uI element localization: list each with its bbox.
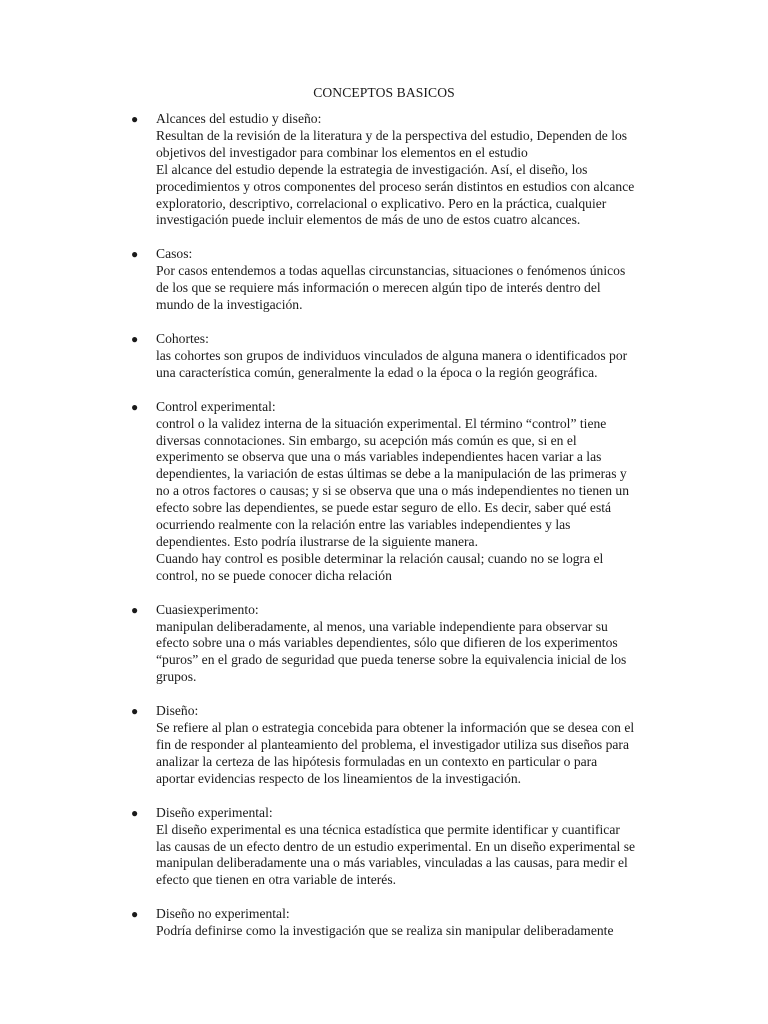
bullet-icon: ● (131, 602, 139, 617)
concept-text-line: mundo de la investigación. (156, 297, 303, 313)
list-item-cohortes (0, 331, 768, 382)
concept-text-line: aportar evidencias respecto de los lineamientos de la investigación. (156, 770, 522, 786)
list-item-diseno (0, 703, 768, 788)
concept-text-line: Cuando hay control es posible determinar la relación causal; cuando no se logra el (156, 550, 604, 566)
concept-list (0, 111, 768, 957)
concept-text-line: El diseño experimental es una técnica estadística que permite identificar y cuantificar (156, 821, 620, 837)
concept-text-line: las causas de un efecto dentro de un estudio experimental. En un diseño experimental se (156, 838, 636, 854)
concept-text-line: Por casos entendemos a todas aquellas circunstancias, situaciones o fenómenos únicos (156, 263, 626, 279)
concept-text-line: efecto que tienen en otra variable de interés. (156, 872, 397, 888)
concept-text-line: efecto sobre una o más variables dependientes, sólo que difieren de los experimentos (156, 635, 618, 651)
concept-term: Control experimental: (156, 398, 276, 414)
list-item-diseno-no-experimental (0, 906, 768, 940)
concept-text-line: dependientes, la variación de estas últimas se debe a la manipulación de las primeras y (156, 466, 627, 482)
concept-term: Alcances del estudio y diseño: (156, 111, 322, 126)
concept-text-line: las cohortes son grupos de individuos vinculados de alguna manera o identificados por (156, 347, 628, 363)
concept-text-line: de los que se requiere más información o merecen algún tipo de interés dentro del (156, 280, 601, 296)
concept-text-line: control o la validez interna de la situación experimental. El término “control” tiene (156, 415, 607, 431)
bullet-icon: ● (131, 247, 139, 262)
list-item-casos (0, 246, 768, 314)
concept-term: Diseño experimental: (156, 804, 273, 820)
concept-text-line: ocurriendo realmente con la relación entre las variables independientes y las (156, 517, 571, 533)
concept-text-line: diversas connotaciones. Sin embargo, su acepción más común es que, si en el (156, 432, 577, 448)
concept-text-line: control, no se puede conocer dicha relación (156, 567, 392, 583)
list-item-control-experimental (0, 399, 768, 585)
page-title: CONCEPTOS BASICOS (313, 85, 455, 100)
bullet-icon: ● (131, 704, 139, 719)
concept-text-line: Podría definirse como la investigación que se realiza sin manipular deliberadamente (156, 923, 614, 939)
concept-term: Diseño no experimental: (156, 906, 290, 922)
bullet-icon: ● (131, 907, 139, 922)
concept-text-line: investigación puede incluir elementos de más de uno de estos cuatro alcances. (156, 212, 581, 228)
concept-text-line: analizar la certeza de las hipótesis formuladas en un contexto en particular o para (156, 753, 598, 769)
concept-text-line: no a otros factores o causas; y si se observa que una o más independientes no tienen un (156, 483, 630, 499)
bullet-icon: ● (131, 399, 139, 414)
concept-term: Cuasiexperimento: (156, 601, 259, 617)
concept-text-line: una característica común, generalmente la edad o la época o la región geográfica. (156, 364, 598, 380)
list-item-cuasiexperimento (0, 602, 768, 687)
list-item-diseno-experimental (0, 805, 768, 890)
concept-text-line: manipulan deliberadamente, al menos, una variable independiente para observar su (156, 618, 608, 634)
concept-text-line: Se refiere al plan o estrategia concebida para obtener la información que se desea con el (156, 720, 635, 736)
concept-text-line: dependientes. Esto podría ilustrarse de la siguiente manera. (156, 533, 478, 549)
concept-text-line: “puros” en el grado de seguridad que pueda tenerse sobre la equivalencia inicial de los (156, 652, 627, 668)
bullet-icon: ● (131, 112, 139, 126)
concept-term: Diseño: (156, 703, 199, 719)
concept-text-line: Resultan de la revisión de la literatura y de la perspectiva del estudio, Dependen de los (156, 127, 628, 143)
bullet-icon: ● (131, 331, 139, 346)
list-item-alcances (0, 111, 768, 229)
concept-text-line: manipulan deliberadamente una o más variables, vinculadas a las causas, para medir el (156, 855, 628, 871)
concept-text-line: procedimientos y otros componentes del proceso serán distintos en estudios con alcance (156, 178, 635, 194)
concept-text-line: experimento se observa que una o más variables independientes hacen variar a las (156, 449, 602, 465)
concept-text-line: efecto sobre las dependientes, se puede estar seguro de ello. Es decir, saber qué está (156, 500, 612, 516)
concept-text-line: exploratorio, descriptivo, correlacional o explicativo. Pero en la práctica, cualquier (156, 195, 607, 211)
concept-term: Casos: (156, 246, 193, 262)
concept-term: Cohortes: (156, 330, 209, 346)
concept-text-line: objetivos del investigador para combinar los elementos en el estudio (156, 144, 528, 160)
concept-text-line: fin de responder al planteamiento del problema, el investigador utiliza sus diseños para (156, 737, 629, 752)
concept-text-line: El alcance del estudio depende la estrategia de investigación. Así, el diseño, los (156, 161, 588, 177)
bullet-icon: ● (131, 805, 139, 820)
concept-text-line: grupos. (156, 669, 197, 685)
